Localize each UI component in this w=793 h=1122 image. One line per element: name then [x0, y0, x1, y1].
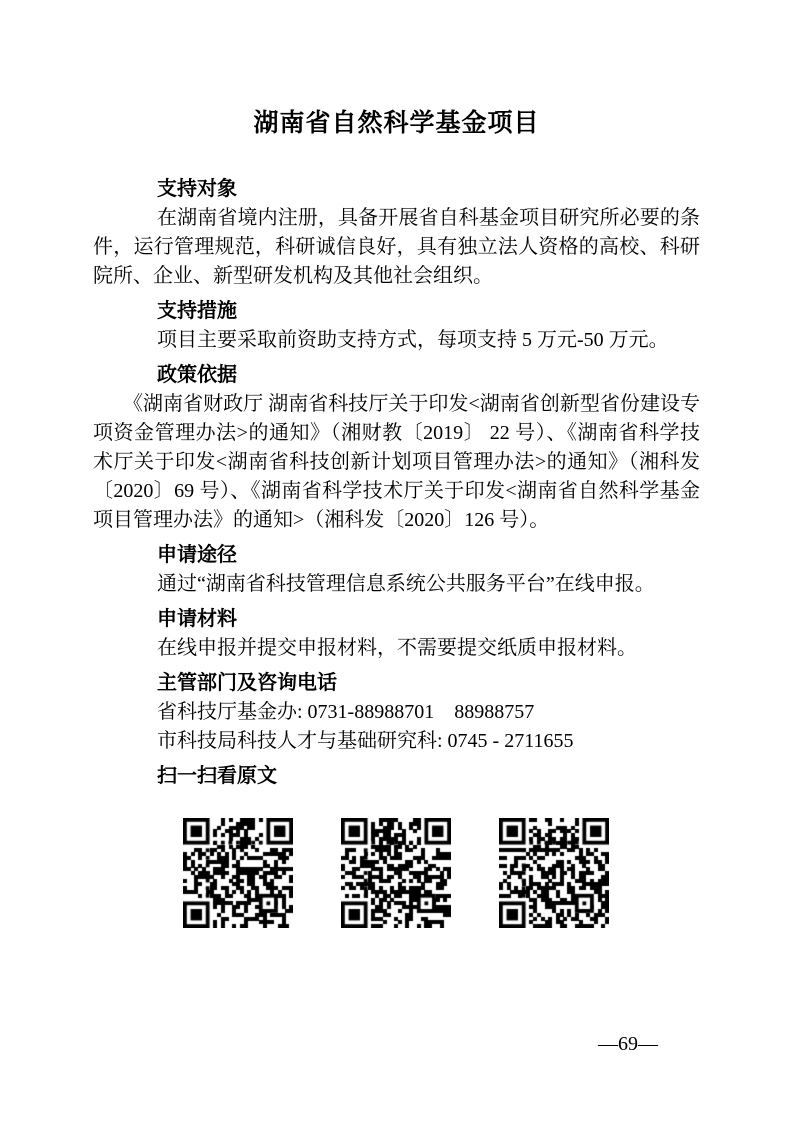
- heading-departments-and-phones: 主管部门及咨询电话: [157, 672, 337, 694]
- qr-code-1: [183, 818, 293, 928]
- paragraph-city-bureau-phone: 市科技局科技人才与基础研究科: 0745 - 2711655: [157, 730, 574, 752]
- paragraph-provincial-fund-office-phone: 省科技厅基金办: 0731-88988701 88988757: [157, 701, 535, 723]
- page-title: 湖南省自然科学基金项目: [253, 110, 540, 137]
- paragraph-support-target: 在湖南省境内注册，具备开展省自科基金项目研究所必要的条件，运行管理规范，科研诚信良好，具有独立法人资格的高校、科研院所、企业、新型研发机构及其他社会组织。: [93, 207, 700, 287]
- heading-policy-basis: 政策依据: [157, 364, 237, 386]
- qr-code-3: [499, 818, 609, 928]
- heading-scan-to-view-original: 扫一扫看原文: [157, 765, 277, 787]
- paragraph-application-channel: 通过“湖南省科技管理信息系统公共服务平台”在线申报。: [157, 573, 655, 595]
- paragraph-support-measures: 项目主要采取前资助支持方式，每项支持 5 万元-50 万元。: [157, 329, 669, 351]
- heading-support-measures: 支持措施: [157, 300, 237, 322]
- paragraph-application-materials: 在线申报并提交申报材料，不需要提交纸质申报材料。: [157, 637, 637, 659]
- heading-support-target: 支持对象: [157, 178, 237, 200]
- qr-code-row: [183, 818, 700, 928]
- paragraph-policy-basis: 《湖南省财政厅 湖南省科技厅关于印发<湖南省创新型省份建设专项资金管理办法>的通知》（湘财教〔2019〕 22 号）、《湖南省科学技术厅关于印发<湖南省科技创新计划项目管理办法>的通知》（湘科发〔2020〕69 号）、《湖南省科学技术厅关于印发<湖南省自然科学基金项目管理办法》的通知>（湘科发〔2020〕126 号）。: [93, 393, 700, 531]
- page-number: —69—: [598, 1033, 658, 1055]
- heading-application-materials: 申请材料: [157, 608, 237, 630]
- qr-code-2: [341, 818, 451, 928]
- heading-application-channel: 申请途径: [157, 544, 237, 566]
